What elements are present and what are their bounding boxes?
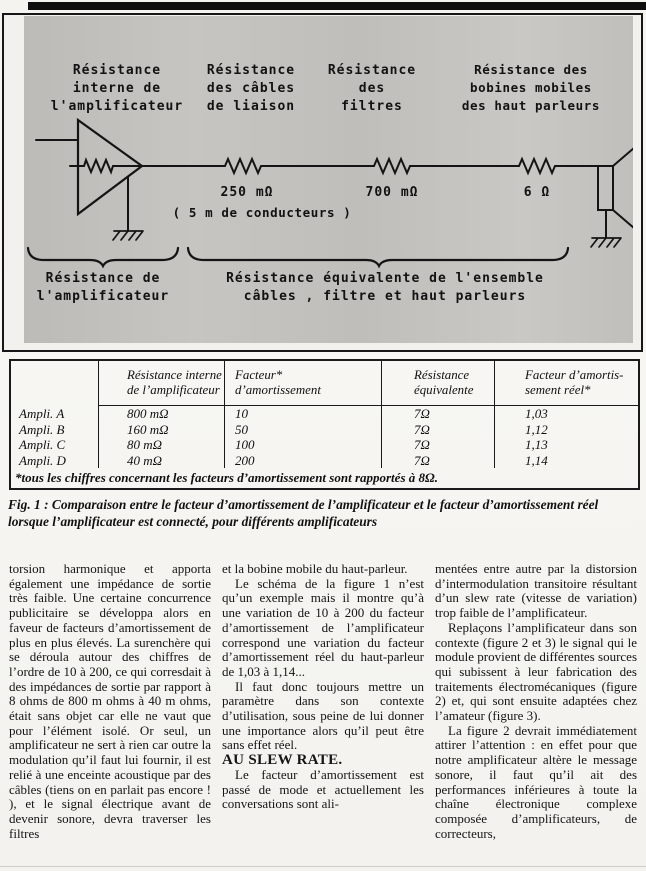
header-internal-resistance [99, 361, 225, 406]
label-line: Résistance équivalente de l'ensemble [226, 271, 544, 286]
cell-damping-factor: 10 [225, 406, 382, 422]
cell-internal-resistance: 40 mΩ [99, 453, 225, 469]
cable-resistance-value: 250 mΩ [220, 185, 274, 200]
article-body [9, 562, 641, 841]
label-amp-internal-resistance [51, 63, 183, 114]
label-line: Résistance [72, 63, 162, 78]
label-line: Résistance [206, 63, 296, 78]
row-label: Ampli. C [11, 437, 99, 453]
header-real-damping-factor [495, 361, 638, 406]
cell-internal-resistance: 80 mΩ [99, 437, 225, 453]
header-damping-factor [225, 361, 382, 406]
paragraph: et la bobine mobile du haut-parleur. [222, 561, 408, 576]
label-cable-resistance [207, 63, 295, 114]
paragraph: Il faut donc toujours mettre un paramètre dans son contexte d’utilisation, sous peine de lui donner une importance alors qu’il peut être sans effet réel. [222, 678, 424, 753]
cell-equivalent-resistance: 7Ω [382, 453, 495, 469]
label-line: des haut parleurs [461, 98, 601, 113]
cell-real-damping-factor: 1,13 [525, 437, 548, 453]
voicecoil-resistance-value: 6 Ω [523, 185, 551, 200]
circuit-diagram [24, 16, 633, 343]
cell-real-damping-factor: 1,12 [525, 421, 548, 437]
label-line: interne de [72, 81, 162, 96]
cell-damping-factor: 200 [225, 453, 382, 469]
cell-equivalent-resistance: 7Ω [382, 406, 495, 422]
cable-resistor-zigzag-icon [225, 159, 261, 173]
header-line: équivalente [414, 382, 474, 397]
paragraph: Le schéma de la figure 1 n’est qu’un exemple mais il montre qu’à une variation de 10 à 200 du facteur d’amortissement de l’amplificateur correspond une variation du facteur d’amortissement réel du haut-parleur de 1,03 à 1,14... [222, 575, 424, 679]
header-line: Facteur* [235, 368, 283, 382]
text-column-2 [222, 562, 424, 841]
paragraph: torsion harmonique et apporta également une impédance de sortie très faible. Une certaine concurrence publicitaire se développa alors en faveur de facteurs d’amortissement de plus en plus élevés. La surenchère qui se déroula autour des chiffres de l’ordre de 10 à 200, ce qui corresdait à des impédances de sortie par rapport à 8 ohms de 800 m ohms à 40 m ohms, était sans objet car elle ne vaut que pour l’élément isolé. Or seul, un amplificateur ne sert à rien car outre la modulation qu’il faut lui fournir, il est relié à une enceinte acoustique par des câbles (tiens on en parlait pas encore ! ), et le signal électrique avant de devenir sonore, devra traverser les filtres [9, 561, 211, 841]
header-line: Résistance interne [127, 368, 222, 382]
section-heading: AU SLEW RATE. [222, 752, 343, 769]
top-rule-bar [28, 2, 646, 10]
voicecoil-resistor-zigzag-icon [519, 159, 555, 173]
label-line: des [358, 81, 386, 96]
header-line: Facteur d’amortis- [525, 368, 624, 382]
header-line: sement réel* [525, 382, 591, 397]
bottom-rule [0, 866, 646, 867]
label-line: filtres [341, 99, 403, 114]
paragraph: mentées entre autre par la distorsion d’intermodulation transitoire résultant d’un slew rate (vitesse de variation) trop faible de l’amplificateur. [435, 561, 637, 621]
label-line: Résistance de [45, 271, 161, 286]
filter-resistance-value: 700 mΩ [365, 185, 419, 200]
brace-amplifier [28, 248, 178, 266]
row-label: Ampli. A [11, 406, 99, 422]
row-label: Ampli. B [11, 422, 99, 438]
paragraph: La figure 2 devrait immédiatement attirer l’attention : en effet pour que notre amplificateur altère le message sonore, il faut qu’il ait des performances inférieures à toute la chaîne électronique complexe composée d’amplificateurs, de correcteurs, [435, 722, 637, 841]
table-footnote: *tous les chiffres concernant les facteurs d’amortissement sont rapportés à 8Ω. [15, 470, 438, 486]
cell-internal-resistance: 800 mΩ [99, 406, 225, 422]
label-line: des câbles [206, 81, 296, 96]
cell-real-damping-factor: 1,14 [525, 452, 548, 468]
label-line: l'amplificateur [36, 289, 170, 304]
label-amp-resistance [37, 271, 169, 304]
label-line: bobines mobiles [470, 80, 592, 95]
label-voicecoil-resistance [462, 62, 600, 113]
cell-damping-factor: 50 [225, 422, 382, 438]
label-line: Résistance des [474, 62, 588, 77]
ground-icon [113, 231, 143, 240]
paragraph: Replaçons l’amplificateur dans son contexte (figure 2 et 3) le signal qui le module provient de différentes sources qui subissent à leur fabrication des traitements électromécaniques (figure 2) et, qui sont ensuite adaptées chez l’amateur (figure 3). [435, 619, 637, 724]
label-line: de liaison [206, 99, 296, 114]
label-line: câbles , filtre et haut parleurs [243, 289, 527, 304]
header-line: d’amortissement [235, 382, 321, 397]
cell-equivalent-resistance: 7Ω [382, 422, 495, 438]
cell-internal-resistance: 160 mΩ [99, 422, 225, 438]
speaker-icon [598, 148, 633, 228]
ground-icon [591, 238, 621, 247]
label-line: l'amplificateur [50, 99, 184, 114]
header-line: Résistance [414, 368, 470, 382]
header-line: de l’amplificateur [127, 382, 220, 397]
text-column-3 [435, 562, 637, 841]
header-empty [11, 361, 99, 406]
row-label: Ampli. D [11, 453, 99, 469]
label-equivalent-resistance [226, 271, 544, 304]
paragraph: Le facteur d’amortissement est passé de mode et actuellement les conversations sont ali- [222, 766, 424, 812]
header-equivalent-resistance [382, 361, 495, 406]
cell-real-damping-factor: 1,03 [525, 406, 548, 421]
brace-equivalent [188, 248, 568, 266]
figure-caption: Fig. 1 : Comparaison entre le facteur d’amortissement de l’amplificateur et le facteur d’amortissement réel lorsque l’amplificateur est connecté, pour différents amplificateurs [8, 497, 599, 529]
filter-resistor-zigzag-icon [374, 159, 410, 173]
cable-length-note: ( 5 m de conducteurs ) [172, 205, 352, 220]
internal-resistor-zigzag-icon [84, 160, 113, 172]
amplifier-comparison-table [9, 359, 640, 490]
cell-damping-factor: 100 [225, 437, 382, 453]
label-filter-resistance [328, 63, 416, 114]
cell-equivalent-resistance: 7Ω [382, 437, 495, 453]
label-line: Résistance [327, 63, 417, 78]
text-column-1 [9, 562, 211, 841]
